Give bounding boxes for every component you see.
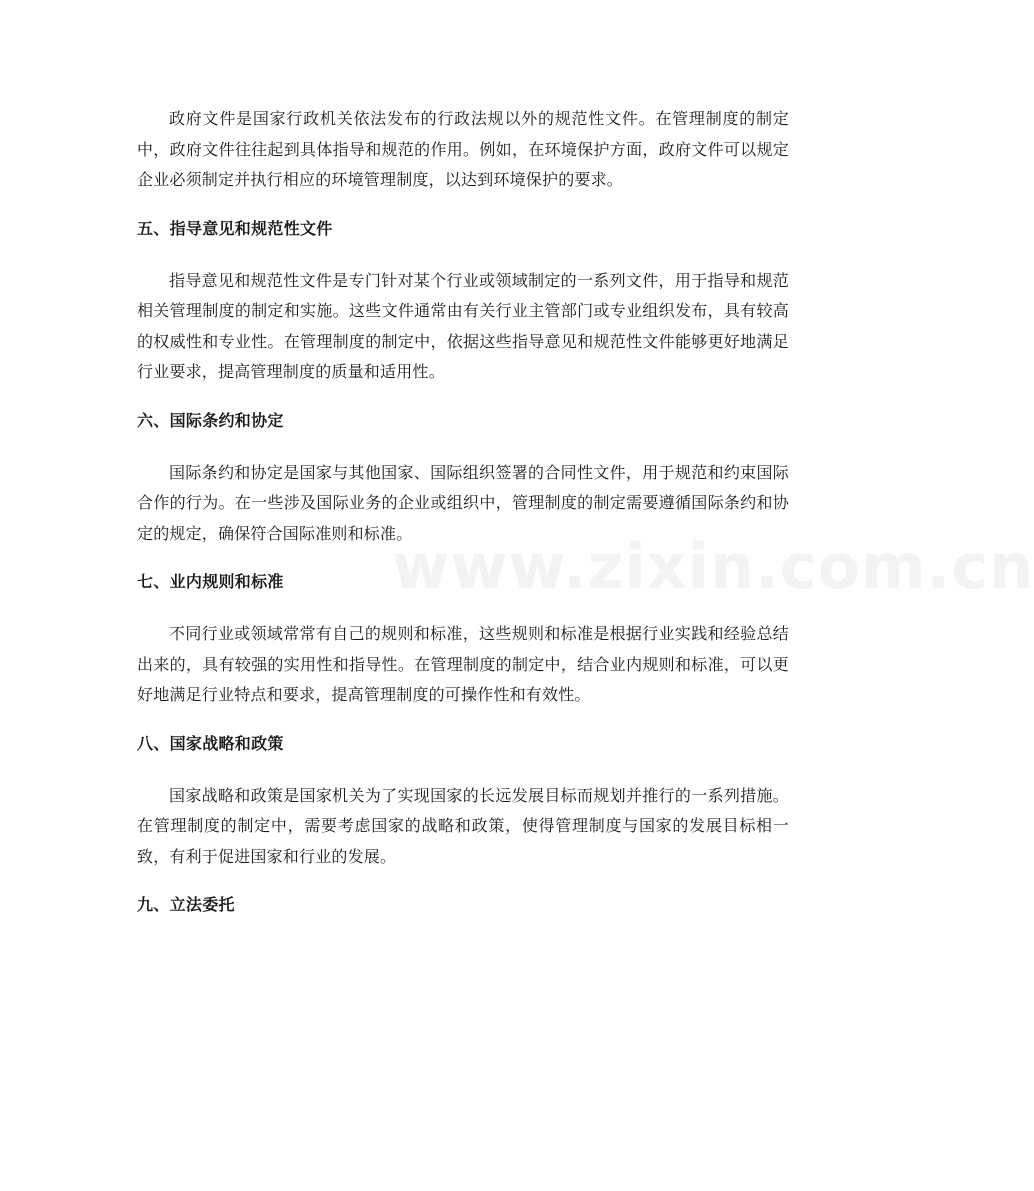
document-body [137,104,789,920]
heading-section-7: 七、业内规则和标准 [137,572,284,591]
heading-section-6: 六、国际条约和协定 [137,410,284,430]
paragraph-government-documents: 政府文件是国家行政机关依法发布的行政法规以外的规范性文件。在管理制度的制定中，政府文件往往起到具体指导和规范的作用。例如，在环境保护方面，政府文件可以规定企业必须制定并执行相应的环境管理制度，以达到环境保护的要求。 [137,109,789,189]
heading-section-9: 九、立法委托 [137,895,235,914]
paragraph-industry-rules: 不同行业或领域常常有自己的规则和标准，这些规则和标准是根据行业实践和经验总结出来的，具有较强的实用性和指导性。在管理制度的制定中，结合业内规则和标准，可以更好地满足行业特点和要求，提高管理制度的可操作性和有效性。 [137,624,789,704]
watermark: www.zixin.com.cn [392,530,1034,603]
paragraph-national-strategy: 国家战略和政策是国家机关为了实现国家的长远发展目标而规划并推行的一系列措施。在管理制度的制定中，需要考虑国家的战略和政策，使得管理制度与国家的发展目标相一致，有利于促进国家和行业的发展。 [137,785,789,866]
paragraph-international-treaties: 国际条约和协定是国家与其他国家、国际组织签署的合同性文件，用于规范和约束国际合作的行为。在一些涉及国际业务的企业或组织中，管理制度的制定需要遵循国际条约和协定的规定，确保符合国际准则和标准。 [137,462,789,543]
heading-section-8: 八、国家战略和政策 [137,733,284,753]
paragraph-guidance-documents: 指导意见和规范性文件是专门针对某个行业或领域制定的一系列文件，用于指导和规范相关管理制度的制定和实施。这些文件通常由有关行业主管部门或专业组织发布，具有较高的权威性和专业性。在管理制度的制定中，依据这些指导意见和规范性文件能够更好地满足行业要求，提高管理制度的质量和适用性。 [137,270,789,381]
heading-section-5: 五、指导意见和规范性文件 [137,218,333,238]
